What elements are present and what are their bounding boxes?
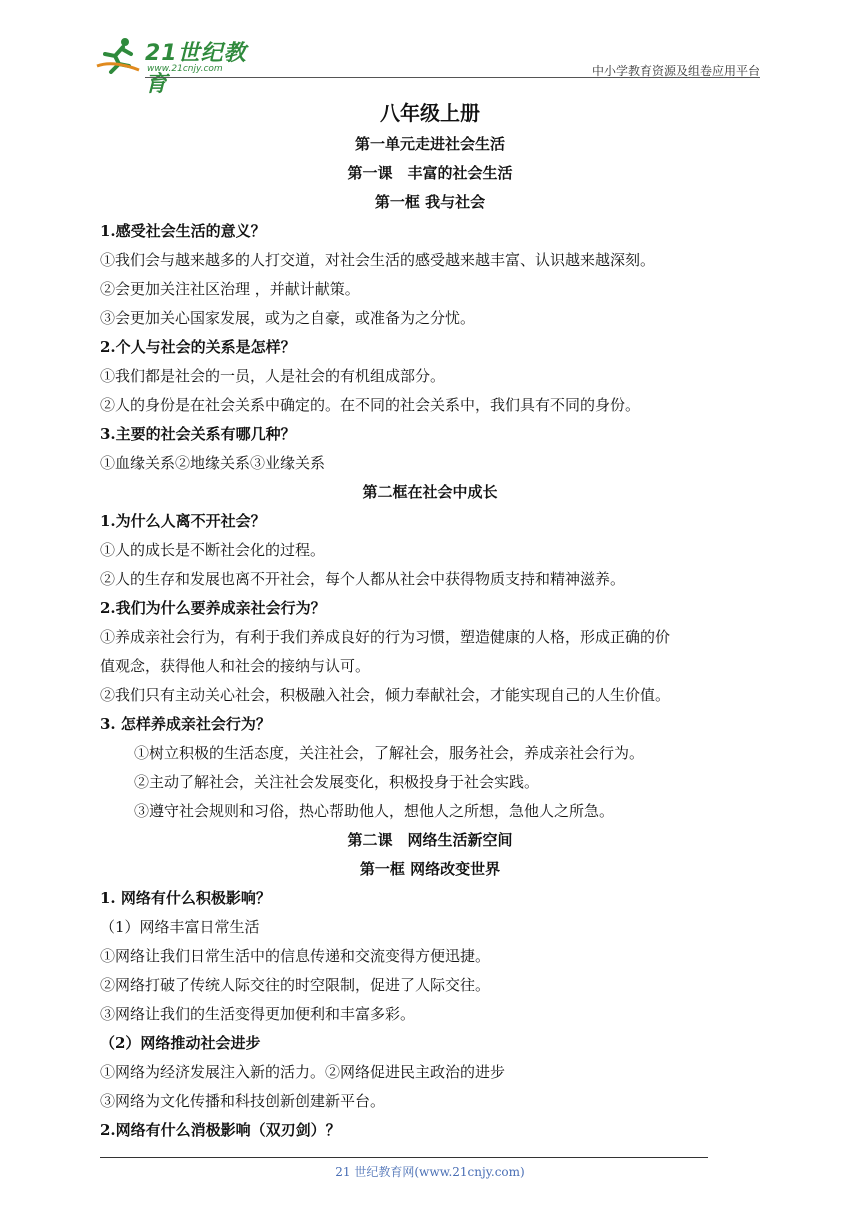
question: 1.感受社会生活的意义？ [100,222,266,240]
lesson-heading: 第一课 丰富的社会生活 [347,164,513,182]
subheading: （1）网络丰富日常生活 [100,918,260,936]
question: 3.主要的社会关系有哪几种？ [100,425,296,443]
answer: ②人的生存和发展也离不开社会，每个人都从社会中获得物质支持和精神滋养。 [100,570,626,588]
footer-divider [100,1157,708,1158]
logo-url: www.21cnjy.com [147,64,223,74]
answer: ②网络打破了传统人际交往的时空限制，促进了人际交往。 [100,976,491,994]
document-body [100,96,760,1145]
answer: ③网络为文化传播和科技创新创建新平台。 [100,1092,386,1110]
answer: ①养成亲社会行为，有利于我们养成良好的行为习惯，塑造健康的人格，形成正确的价 [100,628,671,646]
answer: ①网络让我们日常生活中的信息传递和交流变得方便迅捷。 [100,947,491,965]
answer: ③网络让我们的生活变得更加便利和丰富多彩。 [100,1005,416,1023]
answer: ②主动了解社会，关注社会发展变化，积极投身于社会实践。 [134,773,540,791]
page-header [95,30,760,97]
frame-heading: 第一框 网络改变世界 [359,860,501,878]
question: 2.个人与社会的关系是怎样？ [100,338,296,356]
frame-heading: 第二框在社会中成长 [362,483,498,501]
question: 2.我们为什么要养成亲社会行为？ [100,599,326,617]
logo-text: 21世纪教育 [145,41,247,97]
unit-heading: 第一单元走进社会生活 [354,135,505,153]
answer: ①我们都是社会的一员，人是社会的有机组成部分。 [100,367,446,385]
subheading: （2）网络推动社会进步 [100,1034,261,1052]
question: 3. 怎样养成亲社会行为？ [100,715,271,733]
answer: ③遵守社会规则和习俗，热心帮助他人，想他人之所想，急他人之所急。 [134,802,615,820]
lesson-heading: 第二课 网络生活新空间 [347,831,513,849]
answer: ①人的成长是不断社会化的过程。 [100,541,326,559]
answer: ①网络为经济发展注入新的活力。②网络促进民主政治的进步 [100,1063,506,1081]
logo [95,32,265,97]
question: 1.为什么人离不开社会？ [100,512,266,530]
answer: ③会更加关心国家发展，或为之自豪，或准备为之分忧。 [100,309,476,327]
document-title: 八年级上册 [380,101,480,125]
running-figure-icon [95,36,141,74]
page-footer: 21 世纪教育网(www.21cnjy.com) [335,1165,525,1179]
question: 2.网络有什么消极影响（双刃剑）？ [100,1121,341,1139]
answer: ②会更加关注社区治理 ，并献计献策。 [100,280,360,298]
answer: ①我们会与越来越多的人打交道，对社会生活的感受越来越丰富、认识越来越深刻。 [100,251,656,269]
question: 1. 网络有什么积极影响？ [100,889,271,907]
answer: ②我们只有主动关心社会，积极融入社会，倾力奉献社会，才能实现自己的人生价值。 [100,686,671,704]
answer: ②人的身份是在社会关系中确定的。在不同的社会关系中，我们具有不同的身份。 [100,396,641,414]
answer: ①血缘关系②地缘关系③业缘关系 [100,454,326,472]
frame-heading: 第一框 我与社会 [374,193,486,211]
header-divider [145,77,760,78]
answer: ①树立积极的生活态度，关注社会，了解社会，服务社会，养成亲社会行为。 [134,744,645,762]
platform-name: 中小学教育资源及组卷应用平台 [591,64,760,78]
answer: 值观念，获得他人和社会的接纳与认可。 [100,657,371,675]
